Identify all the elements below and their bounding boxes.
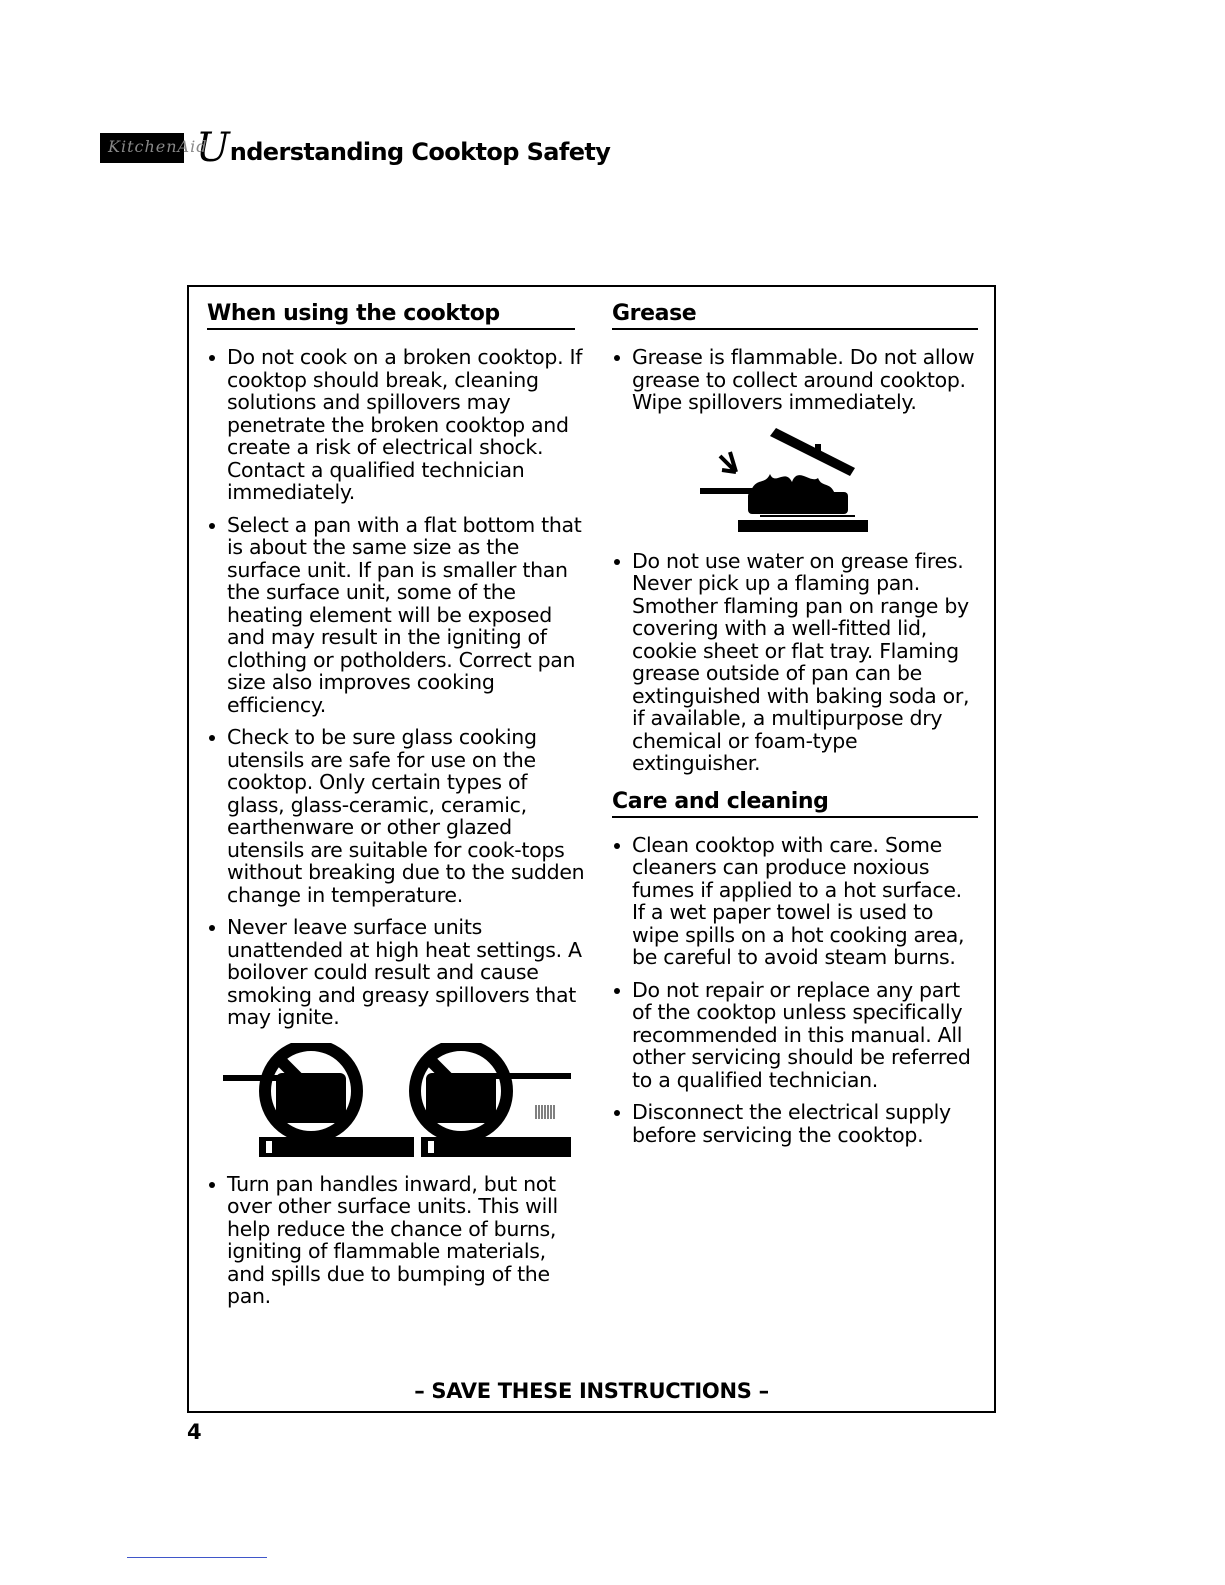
list-item: Grease is flammable. Do not allow grease to collect around cooktop. Wipe spillovers immediately.: [612, 346, 978, 414]
page-header: [100, 125, 611, 171]
list-item: Select a pan with a flat bottom that is about the same size as the surface unit. If pan is smaller than the surface unit, some of the heating element will be exposed and may result in the igniting of clothing or potholders. Correct pan size also improves cooking efficiency.: [207, 514, 589, 717]
list-item: Clean cooktop with care. Some cleaners can produce noxious fumes if applied to a hot surface. If a wet paper towel is used to wipe spills on a hot cooking area, be careful to avoid steam burns.: [612, 834, 978, 969]
brand-logo-text: KitchenAid: [108, 137, 208, 156]
safety-box: [187, 285, 996, 1413]
section-heading-cooktop: When using the cooktop: [207, 301, 575, 330]
save-instructions-banner: – SAVE THESE INSTRUCTIONS –: [414, 1379, 769, 1403]
care-bullet-list: [612, 834, 978, 1147]
wrong-handle-icon: [223, 1045, 414, 1157]
left-column: [207, 287, 589, 1318]
list-item: Disconnect the electrical supply before servicing the cooktop.: [612, 1101, 978, 1146]
list-item: Turn pan handles inward, but not over other surface units. This will help reduce the chance of burns, igniting of flammable materials, and spills due to bumping of the pan.: [207, 1173, 589, 1308]
list-item: Do not use water on grease fires. Never pick up a flaming pan. Smother flaming pan on range by covering with a well-fitted lid, cookie sheet or flat tray. Flaming grease outside of pan can be extinguished with baking soda or, if available, a multipurpose dry chemical or foam-type extinguisher.: [612, 550, 978, 775]
pan-handle-warning-illustration: [221, 1043, 571, 1161]
list-item: Check to be sure glass cooking utensils are safe for use on the cooktop. Only certain types of glass, glass-ceramic, ceramic, earthenware or other glazed utensils are suitable for cook-tops without breaking due to the sudden change in temperature.: [207, 726, 589, 906]
title-initial: U: [196, 125, 230, 171]
wrong-handle-icon: [415, 1045, 571, 1157]
brand-logo: [100, 133, 208, 163]
right-column: [612, 287, 978, 1156]
handle-bullet-list: [207, 1173, 589, 1308]
grease-fire-lid-illustration: [700, 426, 872, 536]
list-item: Do not cook on a broken cooktop. If cooktop should break, cleaning solutions and spillovers may penetrate the broken cooktop and create a risk of electrical shock. Contact a qualified technician immediately.: [207, 346, 589, 504]
section-heading-grease: Grease: [612, 301, 978, 330]
list-item: Do not repair or replace any part of the cooktop unless specifically recommended in this manual. All other servicing should be referred to a qualified technician.: [612, 979, 978, 1092]
scan-artifact-line: [127, 1557, 267, 1558]
grease-bullet-list-1: [612, 346, 978, 414]
list-item: Never leave surface units unattended at high heat settings. A boilover could result and cause smoking and greasy spillovers that may ignite.: [207, 916, 589, 1029]
page-number: 4: [187, 1420, 202, 1444]
grease-bullet-list-2: [612, 550, 978, 775]
page-title: nderstanding Cooktop Safety: [229, 138, 611, 166]
section-heading-care: Care and cleaning: [612, 789, 978, 818]
cooktop-bullet-list: [207, 346, 589, 1029]
